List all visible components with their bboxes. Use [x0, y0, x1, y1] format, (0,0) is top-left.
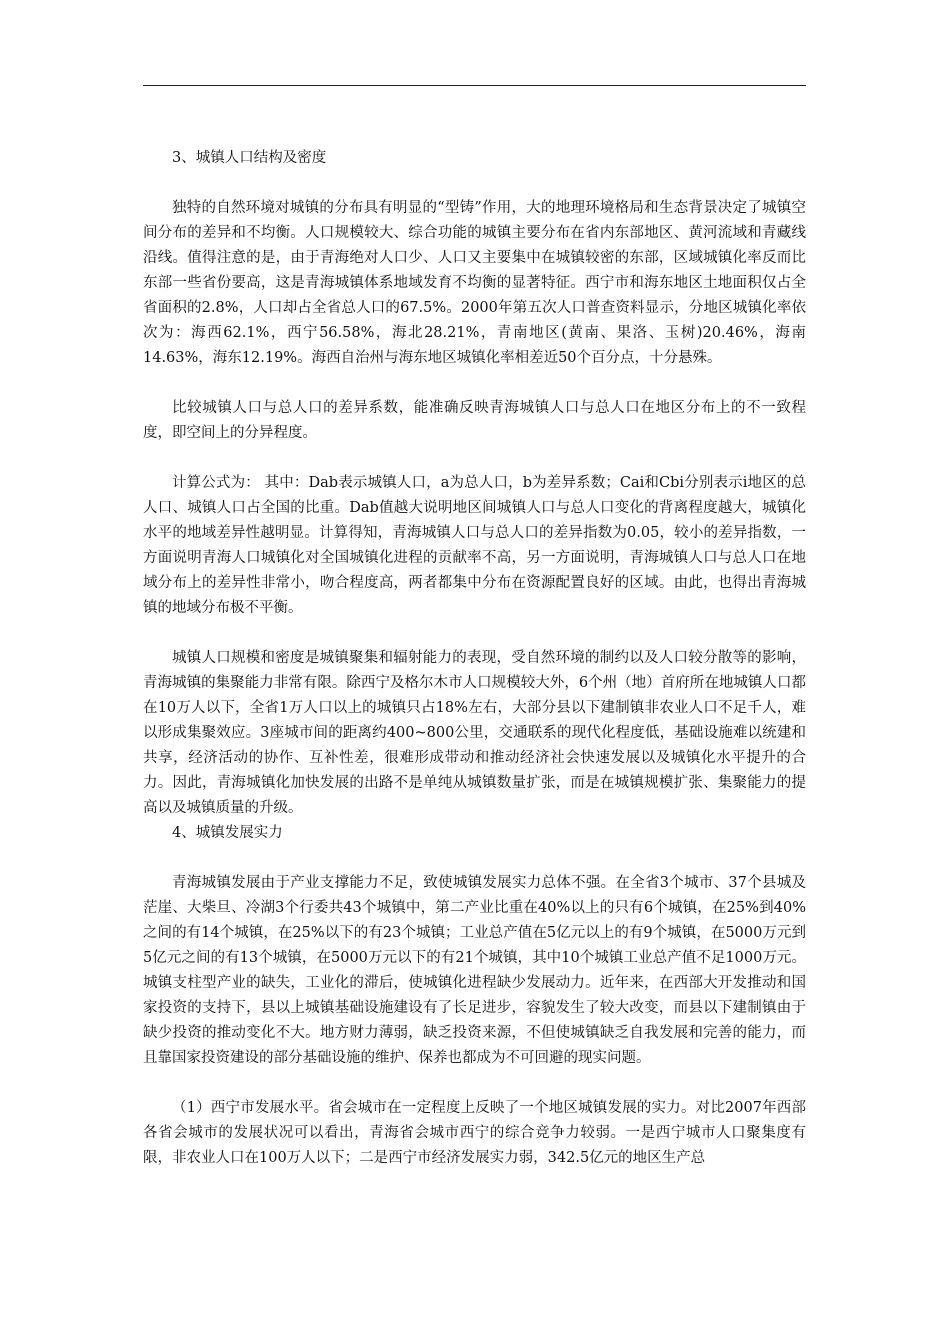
paragraph: 独特的自然环境对城镇的分布具有明显的“型铸”作用，大的地理环境格局和生态背景决定了城镇空间分布的差异和不均衡。人口规模较大、综合功能的城镇主要分布在省内东部地区、黄河流域和青藏线沿线。值得注意的是，由于青海绝对人口少、人口又主要集中在城镇较密的东部，区域城镇化率反而比东部一些省份要高，这是青海城镇体系地域发育不均衡的显著特征。西宁市和海东地区土地面积仅占全省面积的2.8%，人口却占全省总人口的67.5%。2000年第五次人口普查资料显示，分地区城镇化率依次为：海西62.1%，西宁56.58%，海北28.21%，青南地区(黄南、果洛、玉树)20.46%，海南14.63%，海东12.19%。海西自治州与海东地区城镇化率相差近50个百分点，十分悬殊。	[143, 200, 806, 366]
paragraph: 青海城镇发展由于产业支撑能力不足，致使城镇发展实力总体不强。在全省3个城市、37个县城及茫崖、大柴旦、冷湖3个行委共43个城镇中，第二产业比重在40%以上的只有6个城镇，在25%到40%之间的有14个城镇，在25%以下的有23个城镇；工业总产值在5亿元以上的有9个城镇，在5000万元到5亿元之间的有13个城镇，在5000万元以下的有21个城镇，其中10个城镇工业总产值不足1000万元。城镇支柱型产业的缺失，工业化的滞后，使城镇化进程缺少发展动力。近年来，在西部大开发推动和国家投资的支持下，县以上城镇基础设施建设有了长足进步，容貌发生了较大改变，而县以下建制镇由于缺少投资的推动变化不大。地方财力薄弱，缺乏投资来源，不但使城镇缺乏自我发展和完善的能力，而且靠国家投资建设的部分基础设施的维护、保养也都成为不可回避的现实问题。	[143, 875, 806, 1066]
header-rule	[143, 85, 806, 86]
document-body	[143, 146, 806, 1171]
section-heading-4: 4、城镇发展实力	[172, 825, 283, 841]
paragraph: 计算公式为： 其中：Dab表示城镇人口，a为总人口，b为差异系数；Cai和Cbi分别表示i地区的总人口、城镇人口占全国的比重。Dab值越大说明地区间城镇人口与总人口变化的背离程度越大，城镇化水平的地域差异性越明显。计算得知，青海城镇人口与总人口的差异指数为0.05，较小的差异指数，一方面说明青海人口城镇化对全国城镇化进程的贡献率不高，另一方面说明，青海城镇人口与总人口在地域分布上的差异性非常小，吻合程度高，两者都集中分布在资源配置良好的区域。由此，也得出青海城镇的地域分布极不平衡。	[143, 475, 806, 616]
paragraph: （1）西宁市发展水平。省会城市在一定程度上反映了一个地区城镇发展的实力。对比2007年西部各省会城市的发展状况可以看出，青海省会城市西宁的综合竞争力较弱。一是西宁城市人口聚集度有限，非农业人口在100万人以下；二是西宁市经济发展实力弱，342.5亿元的地区生产总	[143, 1100, 806, 1166]
paragraph: 比较城镇人口与总人口的差异系数，能准确反映青海城镇人口与总人口在地区分布上的不一致程度，即空间上的分异程度。	[143, 400, 806, 441]
section-heading-3: 3、城镇人口结构及密度	[172, 150, 327, 166]
paragraph: 城镇人口规模和密度是城镇聚集和辐射能力的表现，受自然环境的制约以及人口较分散等的影响，青海城镇的集聚能力非常有限。除西宁及格尔木市人口规模较大外，6个州（地）首府所在地城镇人口都在10万人以下，全省1万人口以上的城镇只占18%左右，大部分县以下建制镇非农业人口不足千人，难以形成集聚效应。3座城市间的距离约400~800公里，交通联系的现代化程度低，基础设施难以统建和共享，经济活动的协作、互补性差，很难形成带动和推动经济社会快速发展以及城镇化水平提升的合力。因此，青海城镇化加快发展的出路不是单纯从城镇数量扩张，而是在城镇规模扩张、集聚能力的提高以及城镇质量的升级。	[143, 650, 806, 816]
